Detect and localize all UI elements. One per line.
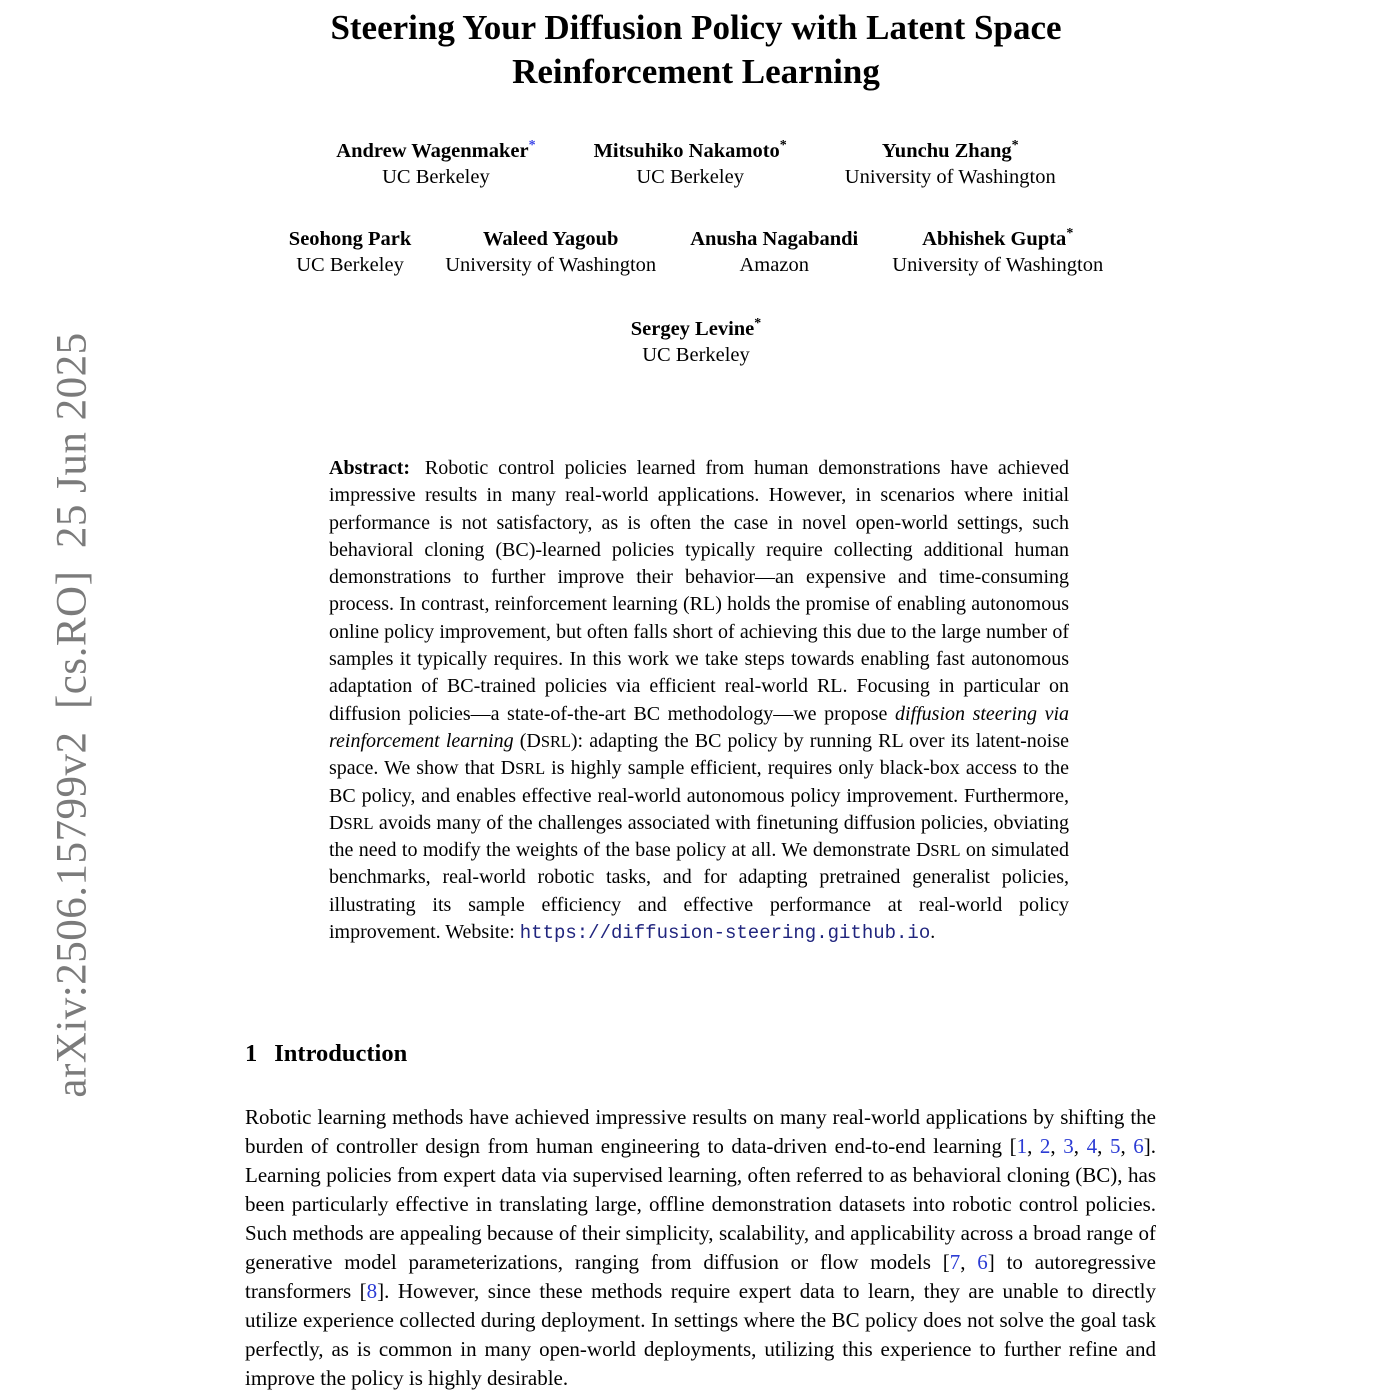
author-name <box>690 226 858 252</box>
website-link[interactable]: https://diffusion-steering.github.io <box>519 922 931 945</box>
citation-link[interactable]: 6 <box>977 1250 988 1274</box>
author-name <box>289 226 411 252</box>
author-affiliation: Amazon <box>739 254 809 276</box>
author-affiliation: UC Berkeley <box>642 344 750 366</box>
text-segment: ): adapting the BC policy by running RL over its latent-noise space. We show that D <box>329 729 1070 780</box>
text-segment: , <box>1097 1134 1110 1158</box>
citation-link[interactable]: 5 <box>1109 1134 1121 1158</box>
author-name <box>336 138 535 164</box>
author-row-2 <box>0 226 1392 278</box>
text-segment: SRL <box>540 731 571 751</box>
paper-title-line2: Reinforcement Learning <box>512 52 880 92</box>
citation-link[interactable]: 2 <box>1039 1134 1051 1158</box>
author-block <box>631 316 762 368</box>
text-segment: . <box>930 921 936 944</box>
introduction-paragraph <box>245 1103 1156 1392</box>
author-block <box>845 138 1056 190</box>
arxiv-watermark: arXiv:2506.15799v2 [cs.RO] 25 Jun 2025 <box>48 332 96 1098</box>
text-segment: ]. Learning policies from expert data via supervised learning, often referred to as behavioral cloning (BC), has been particularly effective in translating large, offline demonstration datasets into robotic control policies. Such methods are appealing because of their simplicity, scalability, and applicability across a broad range of generative model parameterizations, ranging from diffusion or flow models [ <box>245 1134 1157 1274</box>
author-block <box>445 226 656 278</box>
author-affiliation: UC Berkeley <box>636 166 744 188</box>
text-segment: , <box>1050 1134 1064 1158</box>
paper-title-line1: Steering Your Diffusion Policy with Latent Space <box>330 8 1062 47</box>
author-footnote-mark[interactable]: * <box>528 138 536 154</box>
author-name-text: Waleed Yagoub <box>483 228 619 250</box>
author-name <box>892 226 1103 252</box>
text-segment: , <box>1073 1134 1087 1158</box>
citation-link[interactable]: 8 <box>366 1279 378 1303</box>
author-name-text: Yunchu Zhang <box>881 140 1012 162</box>
author-footnote-mark: * <box>1011 138 1019 154</box>
citation-link[interactable]: 7 <box>949 1250 961 1274</box>
abstract-text <box>329 455 1069 947</box>
author-name-text: Abhishek Gupta <box>922 228 1067 250</box>
citation-link[interactable]: 3 <box>1063 1134 1074 1158</box>
author-row-1 <box>0 138 1392 190</box>
text-segment: avoids many of the challenges associated with finetuning diffusion policies, obviating the need to modify the weights of the base policy at all. We demonstrate D <box>329 811 1069 862</box>
author-affiliation: University of Washington <box>445 254 657 276</box>
author-block <box>892 226 1103 278</box>
author-affiliation: University of Washington <box>892 254 1104 276</box>
text-segment: (D <box>513 729 541 752</box>
section-number: 1 <box>245 1040 258 1067</box>
paper-title <box>0 6 1392 94</box>
author-affiliation: UC Berkeley <box>296 254 404 276</box>
author-name <box>594 138 787 164</box>
abstract-label: Abstract: <box>329 457 411 479</box>
author-block <box>690 226 858 278</box>
text-segment: on simulated benchmarks, real-world robotic tasks, and for adapting pretrained generalist policies, illustrating its sample efficiency and effective performance at real-world policy improvement. Website: <box>329 839 1069 944</box>
author-name-text: Andrew Wagenmaker <box>336 140 529 162</box>
abstract-block <box>329 455 1069 947</box>
author-row-3 <box>0 316 1392 368</box>
text-segment: is highly sample efficient, requires only black-box access to the BC policy, and enables effective real-world autonomous policy improvement. Furthermore, D <box>329 757 1069 834</box>
author-name <box>445 226 656 252</box>
citation-link[interactable]: 6 <box>1133 1134 1144 1158</box>
author-affiliation: UC Berkeley <box>382 166 490 188</box>
author-block <box>289 226 411 278</box>
author-block <box>336 138 535 190</box>
text-segment: , <box>960 1250 978 1274</box>
text-segment: SRL <box>930 841 961 861</box>
text-segment: SRL <box>343 813 374 833</box>
author-name-text: Mitsuhiko Nakamoto <box>593 140 780 162</box>
author-name <box>845 138 1056 164</box>
text-segment: SRL <box>515 759 546 779</box>
citation-link[interactable]: 1 <box>1016 1134 1028 1158</box>
author-name <box>631 316 762 342</box>
text-segment: Robotic control policies learned from human demonstrations have achieved impressive results in many real-world applications. However, in scenarios where initial performance is not satisfactory, as is often the case in novel open-world settings, such behavioral cloning (BC)-learned policies typically require collecting additional human demonstrations to further improve their behavior—an expensive and time-consuming process. In contrast, reinforcement learning (RL) holds the promise of enabling autonomous online policy improvement, but often falls short of achieving this due to the large number of samples it typically requires. In this work we take steps towards enabling fast autonomous adaptation of BC-trained policies via efficient real-world RL. Focusing in particular on diffusion policies—a state-of-the-art BC methodology—we propose <box>329 457 1069 725</box>
text-segment: , <box>1027 1134 1040 1158</box>
text-segment: , <box>1120 1134 1134 1158</box>
author-footnote-mark: * <box>754 316 762 332</box>
author-footnote-mark: * <box>1066 226 1074 242</box>
text-segment: Robotic learning methods have achieved impressive results on many real-world applications by shifting the burden of controller design from human engineering to data-driven end-to-end learning [ <box>245 1105 1156 1158</box>
text-segment: ]. However, since these methods require expert data to learn, they are unable to directly utilize experience collected during deployment. In settings where the BC policy does not solve the goal task perfectly, as is common in many open-world deployments, utilizing this experience to further refine and improve the policy is highly desirable. <box>245 1279 1157 1390</box>
author-name-text: Anusha Nagabandi <box>690 228 859 250</box>
author-block <box>594 138 787 190</box>
author-name-text: Seohong Park <box>288 228 412 250</box>
text-segment: ] to autoregressive transformers [ <box>245 1250 1156 1303</box>
author-footnote-mark: * <box>779 138 787 154</box>
section-title: Introduction <box>274 1040 408 1067</box>
author-affiliation: University of Washington <box>844 166 1056 188</box>
section-heading-introduction <box>245 1040 407 1068</box>
citation-link[interactable]: 4 <box>1086 1134 1098 1158</box>
method-name-italic: diffusion steering via reinforcement learning <box>329 702 1069 752</box>
author-name-text: Sergey Levine <box>630 318 755 340</box>
